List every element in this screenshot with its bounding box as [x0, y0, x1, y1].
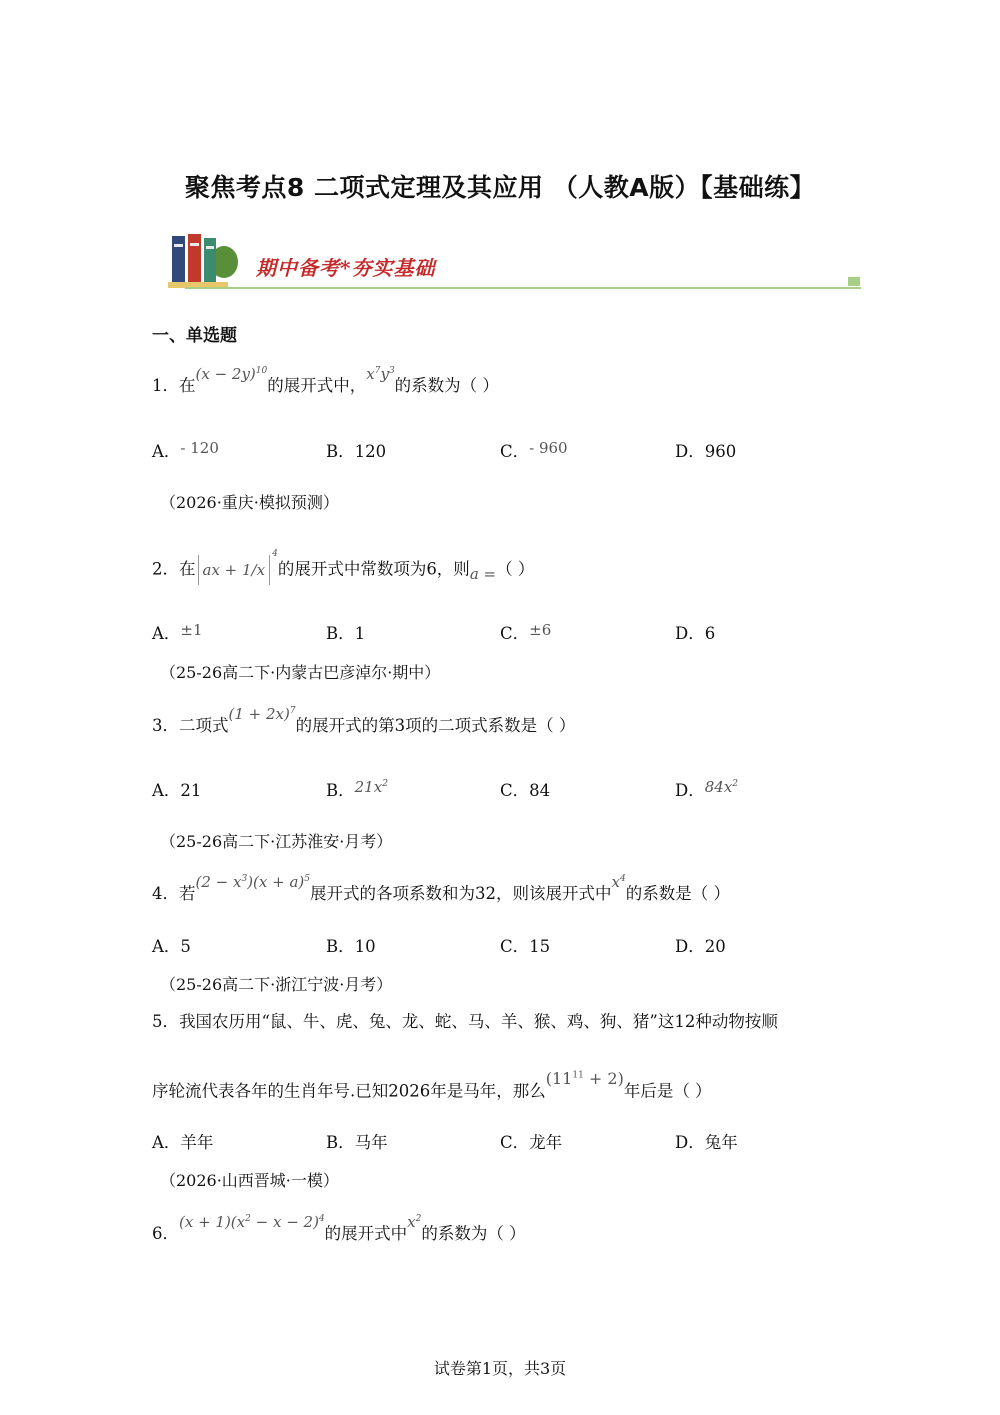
question-source: （2026·山西晋城·一模） [160, 1171, 339, 1190]
banner-marker [848, 277, 860, 286]
page-title: 聚焦考点8 二项式定理及其应用 （人教A版）【基础练】 [184, 173, 816, 202]
option-d[interactable]: D．6 [675, 624, 716, 643]
banner-text: 期中备考*夯实基础 [256, 256, 436, 280]
option-c[interactable]: C．- 960 [500, 439, 568, 461]
option-a[interactable]: A．21 [152, 781, 202, 800]
question-1: 1．在$(x - 2y)^{10}$的展开式中，$x^7y^3$的系数为（ ） [152, 365, 499, 395]
math-term: $x^7y^3$ [366, 365, 395, 383]
section-heading: 一、单选题 [152, 326, 237, 346]
option-d[interactable]: D．兔年 [675, 1133, 738, 1152]
question-6: 6．$(x + 1)(x^2 - x - 2)^4$的展开式中$x^2$的系数为（ ） [152, 1213, 526, 1243]
question-4: 4．若$(2 - x^3)(x + a)^5$展开式的各项系数和为32，则该展开式中$x^4$的系数是（ ） [152, 873, 730, 903]
question-3: 3．二项式$(1 + 2x)^7$的展开式的第3项的二项式系数是（ ） [152, 705, 576, 735]
question-source: （25-26高二下·江苏淮安·月考） [160, 832, 393, 851]
math-expression: $(x - 2y)^{10}$ [195, 365, 268, 383]
question-5-line-2: 序轮流代表各年的生肖年号.已知2026年是马年，那么$(11^{11} + 2)$年后是（ ） [152, 1069, 712, 1101]
banner-divider [185, 287, 861, 289]
option-a[interactable]: A．5 [152, 937, 191, 956]
option-c[interactable]: C．15 [500, 937, 551, 956]
math-expression: $(1 + 2x)^7$ [228, 705, 296, 723]
option-b[interactable]: B．$21x^2$ [326, 778, 388, 800]
math-expression: $(2 - x^3)(x + a)^5$ [195, 873, 311, 891]
question-source: （2026·重庆·模拟预测） [160, 493, 339, 512]
math-expression: $(x + 1)(x^2 - x - 2)^4$ [179, 1213, 325, 1231]
option-a[interactable]: A．- 120 [152, 439, 219, 461]
math-expression: $(11^{11} + 2)$ [545, 1069, 624, 1089]
question-2: 2．在 ax + $1/x^4$的展开式中常数项为6，则a =（ ） [152, 549, 535, 583]
option-b[interactable]: B．马年 [326, 1133, 388, 1152]
option-a[interactable]: A．±1 [152, 621, 203, 643]
option-b[interactable]: B．120 [326, 442, 387, 461]
option-a[interactable]: A．羊年 [152, 1133, 214, 1152]
option-d[interactable]: D．960 [675, 442, 737, 461]
option-c[interactable]: C．±6 [500, 621, 552, 643]
question-5: 5．我国农历用“鼠、牛、虎、兔、龙、蛇、马、羊、猴、鸡、狗、猪”这12种动物按顺 [152, 1012, 778, 1031]
math-expression: ax + 1/x [198, 555, 271, 585]
question-source: （25-26高二下·内蒙古巴彦淖尔·期中） [160, 663, 441, 682]
option-d[interactable]: D．20 [675, 937, 726, 956]
option-b[interactable]: B．10 [326, 937, 376, 956]
option-b[interactable]: B．1 [326, 624, 366, 643]
question-source: （25-26高二下·浙江宁波·月考） [160, 975, 393, 994]
option-c[interactable]: C．龙年 [500, 1133, 563, 1152]
page-footer: 试卷第1页，共3页 [433, 1359, 567, 1378]
option-c[interactable]: C．84 [500, 781, 551, 800]
option-d[interactable]: D．$84x^2$ [675, 778, 739, 800]
